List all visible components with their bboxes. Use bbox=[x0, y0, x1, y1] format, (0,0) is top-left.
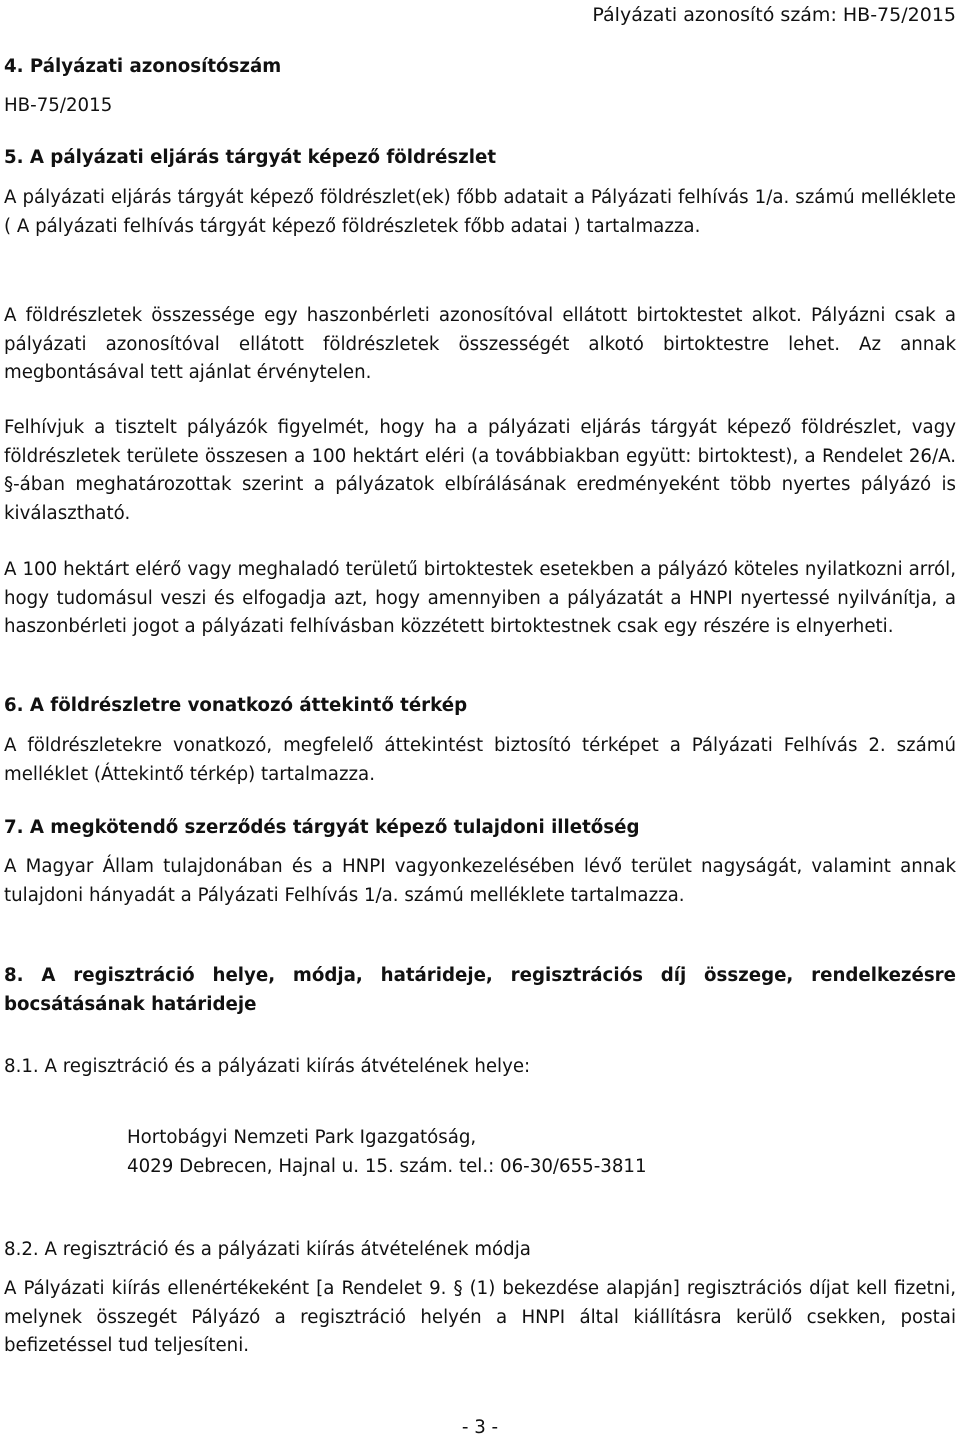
address-line-2: 4029 Debrecen, Hajnal u. 15. szám. tel.: 06-30/655-3811 bbox=[127, 1156, 647, 1177]
section-8-1-title: 8.1. A regisztráció és a pályázati kiírás átvételének helye: bbox=[4, 1056, 531, 1077]
address-line-1: Hortobágyi Nemzeti Park Igazgatóság, bbox=[127, 1127, 477, 1148]
section-7-paragraph-1: A Magyar Állam tulajdonában és a HNPI vagyonkezelésében lévő terület nagyságát, valamint annak tulajdoni hányadát a Pályázati Felhívás 1/a. számú melléklete tartalmazza. bbox=[4, 856, 956, 906]
header-tender-id: Pályázati azonosító szám: HB-75/2015 bbox=[592, 4, 956, 26]
section-6-title: 6. A földrészletre vonatkozó áttekintő térkép bbox=[4, 695, 468, 716]
section-4-value: HB-75/2015 bbox=[4, 95, 113, 116]
section-5-title: 5. A pályázati eljárás tárgyát képező földrészlet bbox=[4, 147, 497, 168]
section-5-paragraph-4: A 100 hektárt elérő vagy meghaladó területű birtoktestek esetekben a pályázó köteles nyilatkozni arról, hogy tudomásul veszi és elfogadja azt, hogy amennyiben a pályázatát a HNPI nyertessé nyilvánítja, a haszonbérleti jogot a pályázati felhívásban közzétett birtoktestnek csak egy részére is elnyerheti. bbox=[4, 559, 956, 637]
section-7-title: 7. A megkötendő szerződés tárgyát képező tulajdoni illetőség bbox=[4, 817, 640, 838]
section-8-2-paragraph-1: A Pályázati kiírás ellenértékeként [a Rendelet 9. § (1) bekezdése alapján] regisztrációs díjat kell fizetni, melynek összegét Pályázó a regisztráció helyén a HNPI által kiállításra kerülő csekken, postai befizetéssel tud teljesíteni. bbox=[4, 1278, 956, 1356]
section-8-2-title: 8.2. A regisztráció és a pályázati kiírás átvételének módja bbox=[4, 1239, 531, 1260]
page-number: - 3 - bbox=[461, 1417, 499, 1438]
section-5-paragraph-3: Felhívjuk a tisztelt pályázók figyelmét, hogy ha a pályázati eljárás tárgyát képező földrészlet, vagy földrészletek területe összesen a 100 hektárt eléri (a továbbiakban együtt: birtoktest), a Rendelet 26/A. §-ában meghatározottak szerint a pályázatok elbírálásának eredményeként több nyertes pályázó is kiválasztható. bbox=[4, 417, 956, 524]
section-4-title: 4. Pályázati azonosítószám bbox=[4, 56, 282, 77]
section-6-paragraph-1: A földrészletekre vonatkozó, megfelelő áttekintést biztosító térképet a Pályázati Felhívás 2. számú melléklet (Áttekintő térkép) tartalmazza. bbox=[4, 735, 956, 785]
section-5-paragraph-2: A földrészletek összessége egy haszonbérleti azonosítóval ellátott birtoktestet alkot. Pályázni csak a pályázati azonosítóval ellátott földrészletek összességét alkotó birtoktestre lehet. Az annak megbontásával tett ajánlat érvénytelen. bbox=[4, 305, 956, 383]
section-8-title: 8. A regisztráció helye, módja, határideje, regisztrációs díj összege, rendelkezésre bocsátásának határideje bbox=[4, 965, 956, 1015]
section-5-paragraph-1: A pályázati eljárás tárgyát képező földrészlet(ek) főbb adatait a Pályázati felhívás 1/a. számú melléklete ( A pályázati felhívás tárgyát képező földrészletek főbb adatai ) tartalmazza. bbox=[4, 187, 956, 237]
